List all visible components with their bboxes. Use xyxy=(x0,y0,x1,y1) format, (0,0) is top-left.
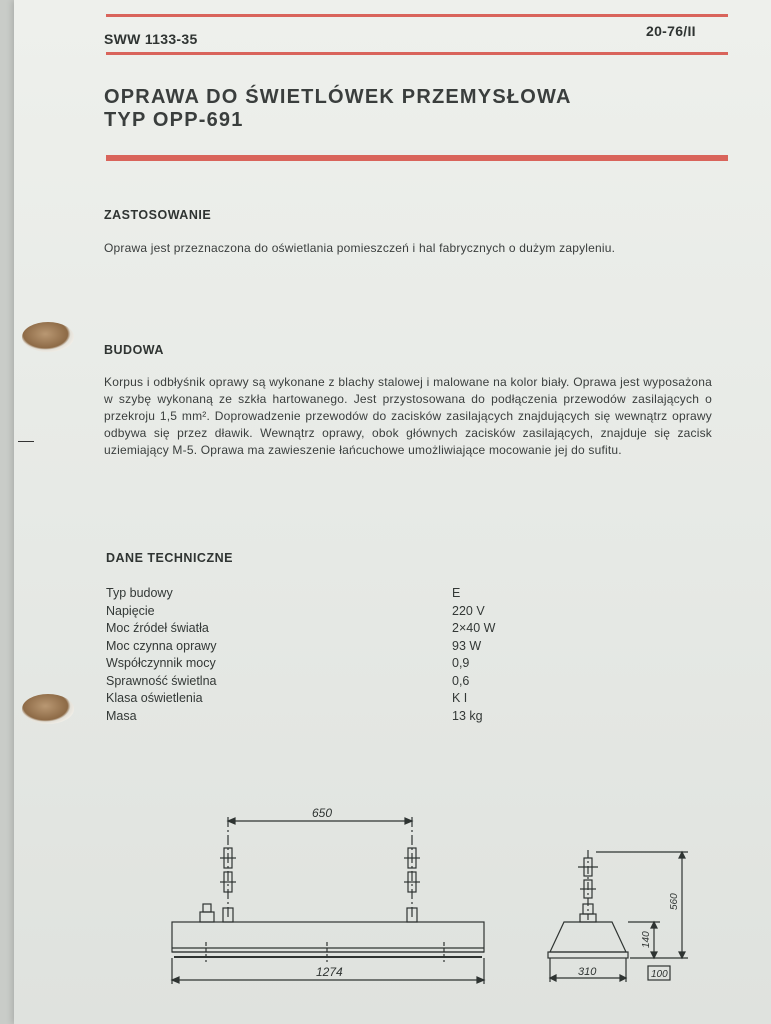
dim-label-spacing: 650 xyxy=(312,806,333,820)
spec-value: E xyxy=(452,586,461,600)
page-title xyxy=(104,86,572,132)
spec-value: 0,9 xyxy=(452,656,470,670)
spec-value: 2×40 W xyxy=(452,621,496,635)
spec-row xyxy=(106,655,495,673)
document-page xyxy=(14,0,771,1024)
spec-value: K I xyxy=(452,691,468,705)
side-body xyxy=(550,922,626,952)
title-underline xyxy=(106,155,728,161)
spec-value: 13 kg xyxy=(452,708,483,723)
front-view-drawing xyxy=(144,800,504,1000)
title-line-1: OPRAWA DO ŚWIETLÓWEK PRZEMYSŁOWA xyxy=(104,86,572,108)
binder-hole-bottom xyxy=(22,694,74,724)
section-text-budowa: Korpus i odbłyśnik oprawy są wykonane z blachy stalowej i malowane na kolor biały. Oprawa jest wyposażona w szybę wykonaną ze szkła hartowanego. Jest przystosowana do podłączenia przewodów zasilających o przekroju 1,5 mm². Doprowadzenie przewodów do zacisków zasilających znajdujących się wewnątrz oprawy odbywa się przez dławik. Wewnątrz oprawy, obok głównych zacisków zasilających, znajduje się zacisk uziemiający M-5. Oprawa ma zawieszenie łańcuchowe umożliwiające mocowanie jej do sufitu. xyxy=(104,375,712,457)
scale-label: 100 xyxy=(651,969,668,980)
spec-value: 220 V xyxy=(452,603,485,618)
header-mid-rule xyxy=(106,52,728,55)
spec-label: Napięcie xyxy=(106,603,155,618)
doc-number: 20-76/II xyxy=(646,23,696,39)
dim-label-width: 310 xyxy=(578,966,597,978)
dim-label-length: 1274 xyxy=(316,965,343,979)
section-heading-zastosowanie: ZASTOSOWANIE xyxy=(104,208,212,222)
spec-label: Współczynnik mocy xyxy=(106,656,216,670)
spec-label: Moc źródeł światła xyxy=(106,621,209,635)
spec-value: 93 W xyxy=(452,638,482,653)
spec-row xyxy=(106,708,495,726)
section-heading-dane: DANE TECHNICZNE xyxy=(106,551,233,565)
spec-label: Typ budowy xyxy=(106,586,173,600)
spec-row xyxy=(106,620,495,638)
spec-table xyxy=(106,585,495,725)
spec-row xyxy=(106,638,495,656)
spec-label: Sprawność świetlna xyxy=(106,673,217,688)
spec-row xyxy=(106,585,495,603)
spec-label: Klasa oświetlenia xyxy=(106,691,203,705)
spec-row xyxy=(106,690,495,708)
spec-value: 0,6 xyxy=(452,673,470,688)
header-top-rule xyxy=(106,14,728,17)
spec-row xyxy=(106,603,495,621)
dim-label-body-height: 140 xyxy=(641,931,652,948)
title-line-2: TYP OPP-691 xyxy=(104,109,244,131)
side-view-drawing xyxy=(534,840,694,990)
margin-tick xyxy=(18,441,34,442)
spec-row xyxy=(106,673,495,691)
doc-code: SWW 1133-35 xyxy=(104,31,198,47)
binder-hole-top xyxy=(22,322,74,352)
spec-label: Masa xyxy=(106,708,137,723)
cable-gland xyxy=(200,904,214,922)
dim-label-height: 560 xyxy=(669,893,680,910)
section-text-zastosowanie: Oprawa jest przeznaczona do oświetlania pomieszczeń i hal fabrycznych o dużym zapyleniu. xyxy=(104,241,616,255)
spec-label: Moc czynna oprawy xyxy=(106,638,217,653)
section-heading-budowa: BUDOWA xyxy=(104,343,164,357)
